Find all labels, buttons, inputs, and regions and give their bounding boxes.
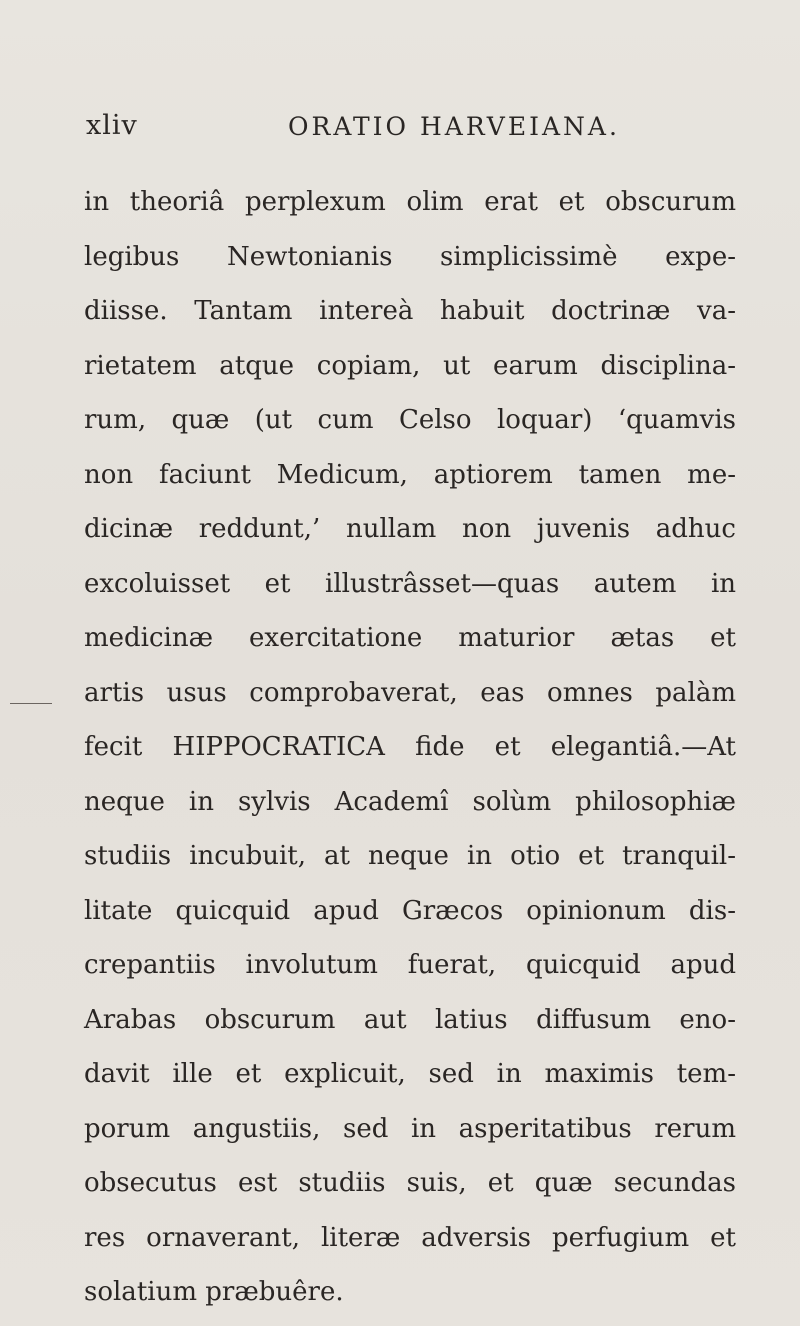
- text-line: non faciunt Medicum, aptiorem tamen me-: [84, 459, 736, 490]
- running-title: ORATIO HARVEIANA.: [288, 112, 620, 141]
- text-line: davit ille et explicuit, sed in maximis tem-: [84, 1059, 736, 1089]
- text-line: artis usus comprobaverat, eas omnes palàm: [84, 677, 736, 708]
- text-line: porum angustiis, sed in asperitatibus rerum: [84, 1113, 736, 1144]
- text-line: dicinæ reddunt,’ nullam non juvenis adhuc: [84, 514, 736, 544]
- margin-mark: [10, 703, 52, 704]
- text-line: rietatem atque copiam, ut earum disciplina-: [84, 350, 736, 381]
- text-line: studiis incubuit, at neque in otio et tranquil-: [84, 841, 736, 871]
- text-line: legibus Newtonianis simplicissimè expe-: [84, 241, 736, 272]
- text-line: obsecutus est studiis suis, et quæ secundas: [84, 1168, 736, 1198]
- page-header: [86, 110, 726, 150]
- text-line: excoluisset et illustrâsset—quas autem in: [84, 568, 736, 599]
- text-line: res ornaverant, literæ adversis perfugium et: [84, 1222, 736, 1253]
- text-line: in theoriâ perplexum olim erat et obscurum: [84, 187, 736, 217]
- text-line: litate quicquid apud Græcos opinionum dis-: [84, 895, 736, 926]
- text-line-last: solatium præbuêre.: [84, 1277, 344, 1307]
- page-number: xliv: [86, 110, 138, 141]
- text-line: neque in sylvis Academî solùm philosophiæ: [84, 786, 736, 817]
- text-line: medicinæ exercitatione maturior ætas et: [84, 623, 736, 653]
- text-line: crepantiis involutum fuerat, quicquid apud: [84, 950, 736, 980]
- text-line: diisse. Tantam intereà habuit doctrinæ va-: [84, 296, 736, 326]
- text-line: fecit HIPPOCRATICA fide et elegantiâ.—At: [84, 732, 736, 762]
- text-line: rum, quæ (ut cum Celso loquar) ‘quamvis: [84, 405, 736, 435]
- body-text: [84, 183, 736, 1326]
- text-line: Arabas obscurum aut latius diffusum eno-: [84, 1004, 736, 1035]
